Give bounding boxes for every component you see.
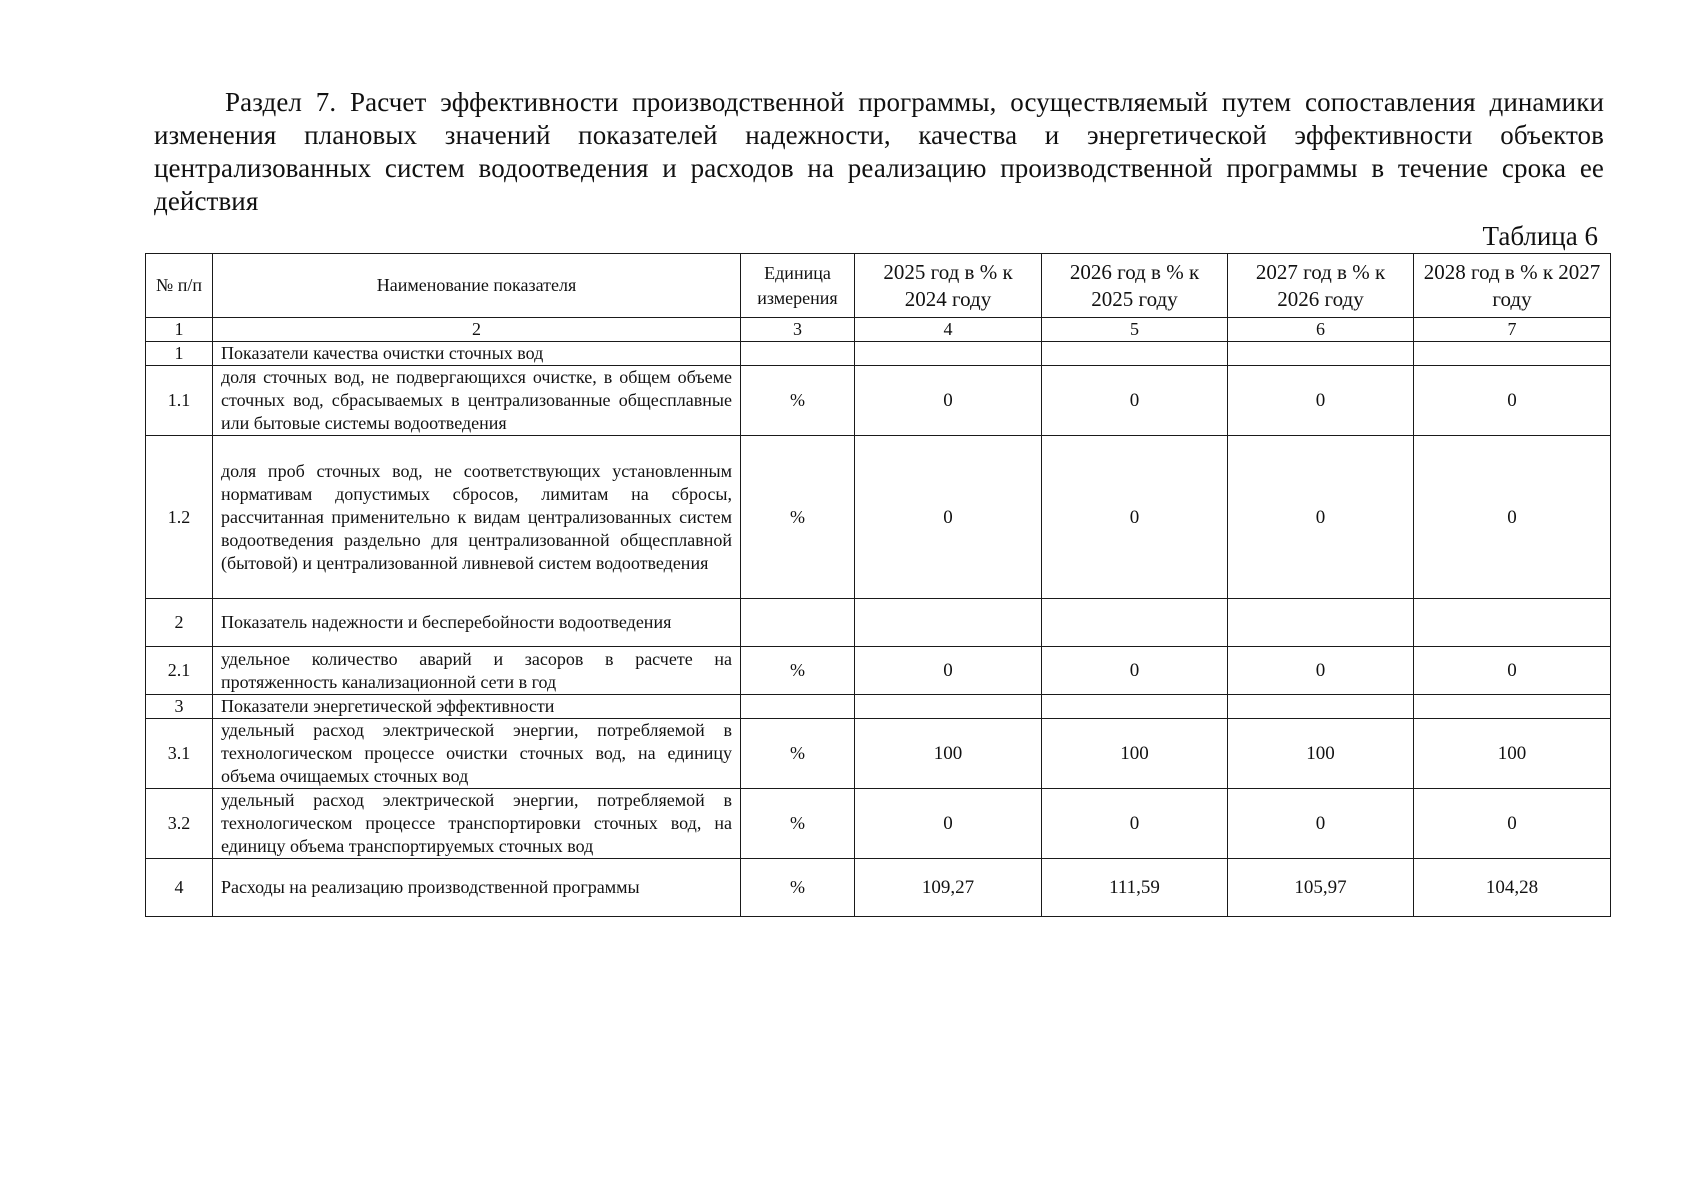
row-value-2028 [1414,695,1611,719]
row-unit: % [741,719,855,789]
row-value-2028: 100 [1414,719,1611,789]
row-value-2025 [855,342,1042,366]
table-row [146,695,1611,719]
row-value-2026: 0 [1042,789,1228,859]
row-value-2027 [1228,342,1414,366]
row-name: доля проб сточных вод, не соответствующих установленным нормативам допустимых сбросов, лимитам на сбросы, рассчитанная применительно к видам централизованных систем водоотведения раздельно для централизованной общесплавной (бытовой) и централизованной ливневой систем водоотведения [213,436,741,599]
row-num: 1.1 [146,366,213,436]
row-value-2026: 0 [1042,366,1228,436]
header-2028: 2028 год в % к 2027 году [1414,254,1611,318]
row-num: 1.2 [146,436,213,599]
row-value-2026: 0 [1042,436,1228,599]
row-value-2027: 0 [1228,789,1414,859]
row-name: удельный расход электрической энергии, потребляемой в технологическом процессе очистки сточных вод, на единицу объема очищаемых сточных вод [213,719,741,789]
row-num: 2 [146,599,213,647]
row-name: доля сточных вод, не подвергающихся очистке, в общем объеме сточных вод, сбрасываемых в централизованные общесплавные или бытовые системы водоотведения [213,366,741,436]
header-unit: Единица измерения [741,254,855,318]
row-value-2025: 0 [855,366,1042,436]
row-unit [741,342,855,366]
table-row [146,859,1611,917]
row-value-2027 [1228,599,1414,647]
col-number: 3 [741,318,855,342]
header-2025: 2025 год в % к 2024 году [855,254,1042,318]
row-value-2025: 0 [855,647,1042,695]
row-unit: % [741,647,855,695]
row-value-2025: 0 [855,436,1042,599]
row-value-2026: 0 [1042,647,1228,695]
row-value-2028: 0 [1414,366,1611,436]
row-value-2028: 0 [1414,647,1611,695]
table-caption: Таблица 6 [1482,221,1598,251]
table-row [146,719,1611,789]
row-value-2026 [1042,695,1228,719]
column-numbers-row [146,318,1611,342]
row-value-2028: 0 [1414,789,1611,859]
row-value-2025 [855,695,1042,719]
row-num: 3.1 [146,719,213,789]
row-unit [741,599,855,647]
row-value-2027: 0 [1228,436,1414,599]
table-row [146,342,1611,366]
row-value-2025: 100 [855,719,1042,789]
row-value-2025: 109,27 [855,859,1042,917]
row-num: 3 [146,695,213,719]
row-value-2026: 100 [1042,719,1228,789]
row-unit [741,695,855,719]
col-number: 6 [1228,318,1414,342]
table-row [146,436,1611,599]
table-row [146,366,1611,436]
row-value-2028: 104,28 [1414,859,1611,917]
row-num: 3.2 [146,789,213,859]
row-name: Показатели энергетической эффективности [213,695,741,719]
row-value-2025: 0 [855,789,1042,859]
row-value-2027 [1228,695,1414,719]
row-unit: % [741,366,855,436]
row-unit: % [741,859,855,917]
col-number: 7 [1414,318,1611,342]
row-name: удельное количество аварий и засоров в расчете на протяженность канализационной сети в год [213,647,741,695]
table-row [146,599,1611,647]
section-heading: Раздел 7. Расчет эффективности производственной программы, осуществляемый путем сопоставления динамики изменения плановых значений показателей надежности, качества и энергетической эффективности объектов централизованных систем водоотведения и расходов на реализацию производственной программы в течение срока ее действия [154,87,1604,216]
row-value-2027: 0 [1228,366,1414,436]
row-value-2027: 100 [1228,719,1414,789]
row-num: 1 [146,342,213,366]
row-value-2026 [1042,342,1228,366]
row-value-2025 [855,599,1042,647]
row-name: Показатели качества очистки сточных вод [213,342,741,366]
row-value-2028 [1414,342,1611,366]
row-name: Расходы на реализацию производственной программы [213,859,741,917]
header-2027: 2027 год в % к 2026 году [1228,254,1414,318]
row-value-2026: 111,59 [1042,859,1228,917]
table-row [146,647,1611,695]
row-num: 4 [146,859,213,917]
row-unit: % [741,436,855,599]
efficiency-table [145,253,1611,917]
header-num: № п/п [146,254,213,318]
col-number: 5 [1042,318,1228,342]
table-row [146,789,1611,859]
col-number: 2 [213,318,741,342]
row-name: Показатель надежности и бесперебойности водоотведения [213,599,741,647]
row-num: 2.1 [146,647,213,695]
row-value-2027: 105,97 [1228,859,1414,917]
row-name: удельный расход электрической энергии, потребляемой в технологическом процессе транспортировки сточных вод, на единицу объема транспортируемых сточных вод [213,789,741,859]
row-value-2028 [1414,599,1611,647]
row-value-2027: 0 [1228,647,1414,695]
col-number: 1 [146,318,213,342]
row-value-2026 [1042,599,1228,647]
header-name: Наименование показателя [213,254,741,318]
table-header-row [146,254,1611,318]
header-2026: 2026 год в % к 2025 году [1042,254,1228,318]
row-value-2028: 0 [1414,436,1611,599]
col-number: 4 [855,318,1042,342]
row-unit: % [741,789,855,859]
